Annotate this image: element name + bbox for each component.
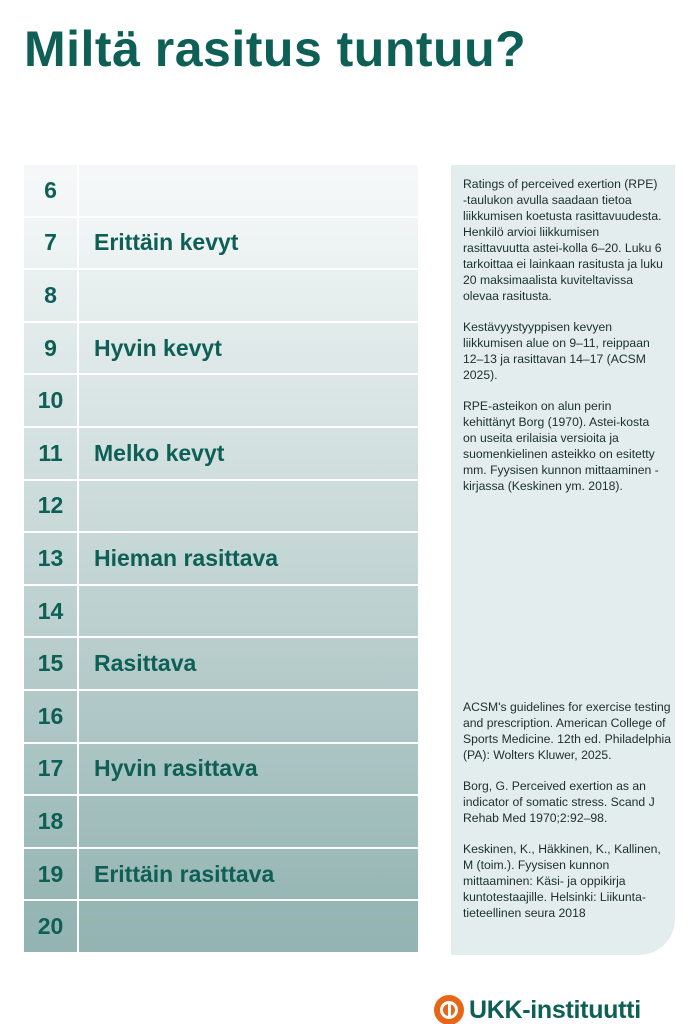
- ukk-logo-icon: [434, 995, 464, 1024]
- scale-row: [24, 375, 418, 426]
- info-panel: [451, 165, 675, 955]
- scale-label: Hyvin kevyt: [79, 323, 418, 374]
- scale-value: 16: [24, 691, 77, 742]
- scale-label: [79, 165, 418, 216]
- scale-row: [24, 323, 418, 374]
- references: [463, 699, 671, 936]
- scale-value: 20: [24, 901, 77, 952]
- scale-label: Hyvin rasittava: [79, 744, 418, 795]
- scale-value: 11: [24, 428, 77, 479]
- reference-item: Keskinen, K., Häkkinen, K., Kallinen, M (toim.). Fyysisen kunnon mittaaminen: Käsi- ja oppikirja kuntotestaajille. Helsinki: Liikunta-tieteellinen seura 2018: [463, 842, 661, 920]
- scale-row: [24, 691, 418, 742]
- rpe-scale: [24, 165, 418, 954]
- ukk-logo: [434, 995, 641, 1024]
- info-paragraph: Ratings of perceived exertion (RPE) -taulukon avulla saadaan tietoa liikkumisen koetusta rasittavuudesta. Henkilö arvioi liikkumisen rasittavuutta astei-kolla 6–20. Luku 6 tarkoittaa ei lainkaan rasitusta ja luku 20 maksimaalista kuviteltavissa olevaa rasitusta.: [463, 177, 663, 303]
- scale-row: [24, 165, 418, 216]
- scale-label: Erittäin rasittava: [79, 849, 418, 900]
- reference-item: ACSM's guidelines for exercise testing and prescription. American College of Sports Medicine. 12th ed. Philadelphia (PA): Wolters Kluwer, 2025.: [463, 700, 671, 762]
- scale-row: [24, 796, 418, 847]
- scale-value: 19: [24, 849, 77, 900]
- scale-row: [24, 586, 418, 637]
- scale-row: [24, 428, 418, 479]
- scale-row: [24, 270, 418, 321]
- scale-value: 13: [24, 533, 77, 584]
- scale-label: [79, 691, 418, 742]
- scale-row: [24, 218, 418, 269]
- scale-row: [24, 533, 418, 584]
- page-title: Miltä rasitus tuntuu?: [24, 21, 527, 77]
- scale-row: [24, 849, 418, 900]
- scale-value: 7: [24, 218, 77, 269]
- scale-label: Melko kevyt: [79, 428, 418, 479]
- scale-value: 10: [24, 375, 77, 426]
- logo-text: UKK-instituutti: [469, 995, 641, 1024]
- scale-label: [79, 270, 418, 321]
- scale-row: [24, 638, 418, 689]
- scale-value: 8: [24, 270, 77, 321]
- scale-row: [24, 481, 418, 532]
- scale-label: Rasittava: [79, 638, 418, 689]
- scale-value: 18: [24, 796, 77, 847]
- reference-item: Borg, G. Perceived exertion as an indicator of somatic stress. Scand J Rehab Med 1970;2:92–98.: [463, 779, 655, 825]
- scale-label: Erittäin kevyt: [79, 218, 418, 269]
- scale-label: Hieman rasittava: [79, 533, 418, 584]
- scale-value: 14: [24, 586, 77, 637]
- scale-value: 9: [24, 323, 77, 374]
- info-paragraph: RPE-asteikon on alun perin kehittänyt Borg (1970). Astei-kosta on useita erilaisia versioita ja suomenkielinen asteikko on esitetty mm. Fyysisen kunnon mittaaminen -kirjassa (Keskinen ym. 2018).: [463, 399, 659, 493]
- scale-label: [79, 481, 418, 532]
- scale-label: [79, 796, 418, 847]
- scale-label: [79, 375, 418, 426]
- scale-value: 17: [24, 744, 77, 795]
- scale-value: 6: [24, 165, 77, 216]
- scale-row: [24, 744, 418, 795]
- info-paragraph: Kestävyystyyppisen kevyen liikkumisen alue on 9–11, reippaan 12–13 ja rasittavan 14–17 (ACSM 2025).: [463, 320, 650, 382]
- scale-value: 12: [24, 481, 77, 532]
- scale-row: [24, 901, 418, 952]
- scale-label: [79, 901, 418, 952]
- scale-value: 15: [24, 638, 77, 689]
- scale-label: [79, 586, 418, 637]
